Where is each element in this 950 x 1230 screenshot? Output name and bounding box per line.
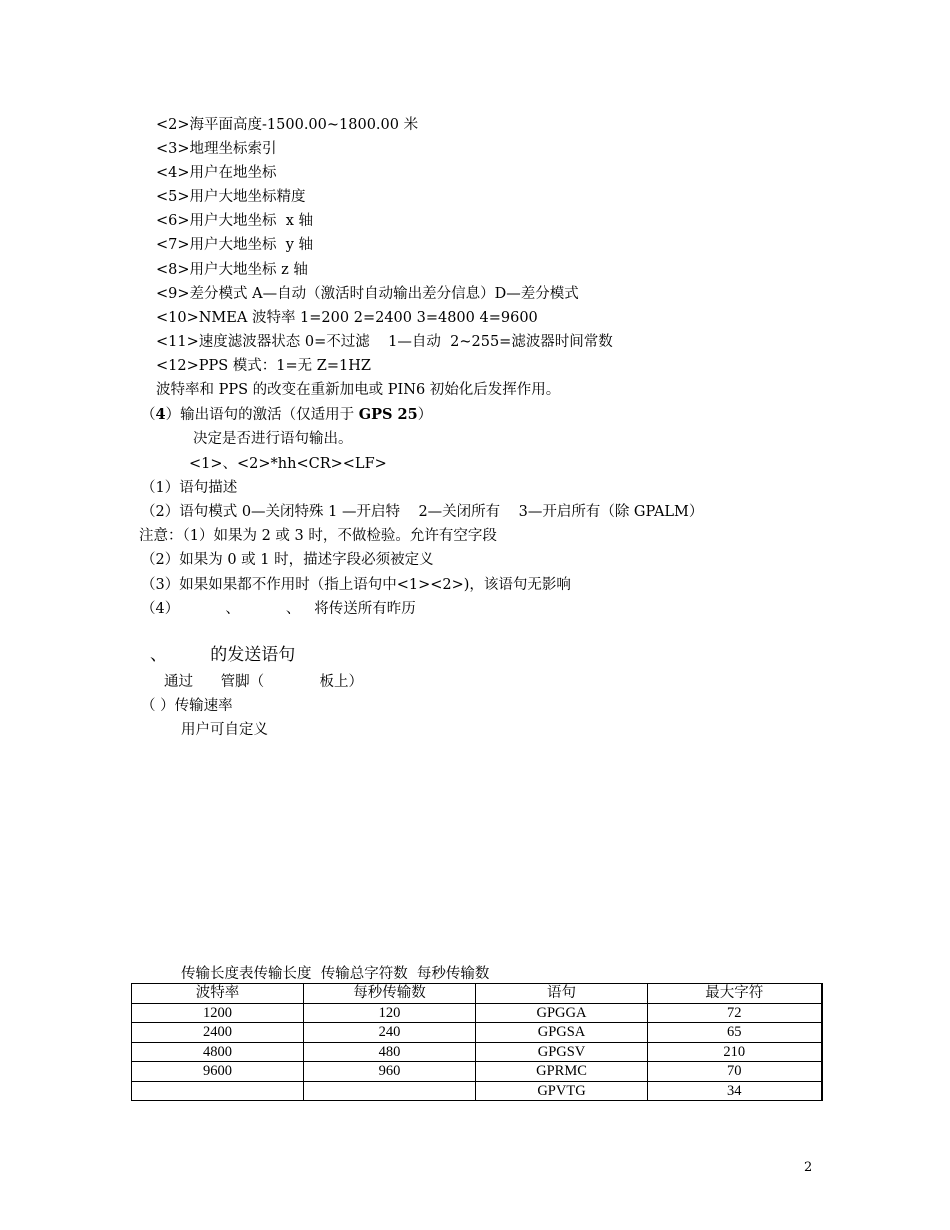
table-caption: 传输长度表传输长度 传输总字符数 每秒传输数 <box>181 966 490 982</box>
table-cell: 70 <box>648 1062 822 1082</box>
header-sentence: 语句 <box>476 984 648 1004</box>
text-line: 波特率和 PPS 的改变在重新加电或 PIN6 初始化后发挥作用。 <box>156 382 561 398</box>
section-4-heading: （4）输出语句的激活（仅适用于 GPS 25） <box>141 406 433 423</box>
section-heading: 、 的发送语句 <box>150 645 296 665</box>
table-cell: 2400 <box>132 1023 304 1043</box>
page-number: 2 <box>804 1160 813 1175</box>
text-line: <8>用户大地坐标 z 轴 <box>156 262 308 278</box>
table-cell: 960 <box>304 1062 476 1082</box>
table-cell: 480 <box>304 1042 476 1062</box>
text-line: <7>用户大地坐标 y 轴 <box>156 237 314 253</box>
transmission-table <box>131 983 823 1101</box>
text-line: <3>地理坐标索引 <box>156 141 277 157</box>
table-cell: GPGSV <box>476 1042 648 1062</box>
table-row <box>132 1062 822 1082</box>
table-cell: 34 <box>648 1081 822 1101</box>
table-cell: GPRMC <box>476 1062 648 1082</box>
text-line: （1）语句描述 <box>141 480 238 496</box>
table-row <box>132 1003 822 1023</box>
table-cell: 4800 <box>132 1042 304 1062</box>
text-line: <1>、<2>*hh<CR><LF> <box>189 456 387 472</box>
text-line: <6>用户大地坐标 x 轴 <box>156 213 314 229</box>
text-line: <9>差分模式 A—自动（激活时自动输出差分信息）D—差分模式 <box>156 286 579 302</box>
text-line: （ ）传输速率 <box>141 698 233 714</box>
table-header-row <box>132 984 822 1004</box>
text-line: <2>海平面高度-1500.00~1800.00 米 <box>156 117 419 133</box>
header-per-second: 每秒传输数 <box>304 984 476 1004</box>
table-cell: GPGGA <box>476 1003 648 1023</box>
table-cell: 210 <box>648 1042 822 1062</box>
table-cell: 240 <box>304 1023 476 1043</box>
table-cell: 120 <box>304 1003 476 1023</box>
table-cell: GPGSA <box>476 1023 648 1043</box>
table-row <box>132 1081 822 1101</box>
table-cell: 72 <box>648 1003 822 1023</box>
text-line: 决定是否进行语句输出。 <box>193 431 353 447</box>
table-cell <box>132 1081 304 1101</box>
text-line: 用户可自定义 <box>181 722 268 738</box>
header-baud-rate: 波特率 <box>132 984 304 1004</box>
text-line: 通过 管脚（ 板上） <box>164 674 363 690</box>
table-row <box>132 1042 822 1062</box>
header-max-chars: 最大字符 <box>648 984 822 1004</box>
text-line: （2）如果为 0 或 1 时，描述字段必须被定义 <box>141 552 434 568</box>
text-line: <4>用户在地坐标 <box>156 165 277 181</box>
table-cell: GPVTG <box>476 1081 648 1101</box>
text-line: 注意：（1）如果为 2 或 3 时，不做检验。允许有空字段 <box>139 528 497 544</box>
text-line: <10>NMEA 波特率 1=200 2=2400 3=4800 4=9600 <box>156 310 538 326</box>
text-line: <12>PPS 模式：1=无 Z=1HZ <box>156 358 371 374</box>
text-line: <5>用户大地坐标精度 <box>156 189 306 205</box>
text-line: <11>速度滤波器状态 0=不过滤 1—自动 2~255=滤波器时间常数 <box>156 334 613 350</box>
table-cell: 65 <box>648 1023 822 1043</box>
table-cell <box>304 1081 476 1101</box>
text-line: （3）如果如果都不作用时（指上语句中<1><2>)，该语句无影响 <box>141 577 571 593</box>
table-row <box>132 1023 822 1043</box>
text-line: （2）语句模式 0—关闭特殊 1 —开启特 2—关闭所有 3—开启所有（除 GPALM） <box>141 504 704 520</box>
table-cell: 1200 <box>132 1003 304 1023</box>
text-line: （4） 、 、 将传送所有昨历 <box>141 601 416 617</box>
table-cell: 9600 <box>132 1062 304 1082</box>
